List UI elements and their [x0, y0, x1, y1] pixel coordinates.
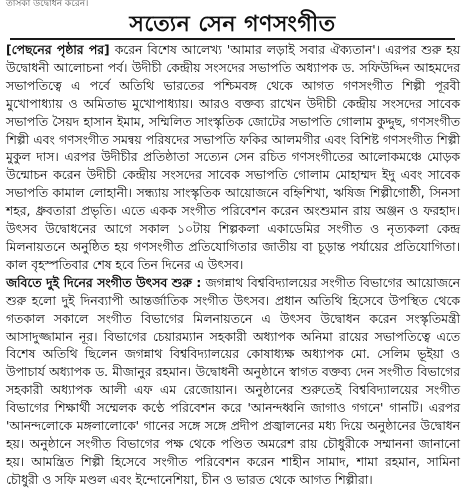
paragraph-2-text: জগন্নাথ বিশ্ববিদ্যালয়ের সংগীত বিভাগের আয়োজনে শুরু হলো দুই দিনব্যাপী আন্তর্জাতিক সংগীত উৎসব। প্রধান অতিথি হিসেবে উপস্থিত থেকে গতকাল সকালে সংগীত বিভাগের মিলনায়তনে এ উৎসব উদ্বোধন করেন সংস্কৃতিমন্ত্রী আসাদুজ্জামান নূর। বিভাগের চেয়ারম্যান সহকারী অধ্যাপক অনিমা রায়ের সভাপতিত্বে এতে বিশেষ অতিথি ছিলেন জগন্নাথ বিশ্ববিদ্যালয়ের কোষাধ্যক্ষ অধ্যাপক মো. সেলিম ভূইয়া ও উপাচার্য অধ্যাপক ড. মীজানুর রহমান। উদ্বোধনী অনুষ্ঠানে স্বাগত বক্তব্য দেন সংগীত বিভাগের সহকারী অধ্যাপক আলী এফ এম রেজোয়ান। অনুষ্ঠানের শুরুতেই বিশ্ববিদ্যালয়ের সংগীত বিভাগের শিক্ষার্থী সম্মেলক কণ্ঠে পরিবেশন করে 'আনন্দধ্বনি জাগাও গগনে' গানটি। এরপর 'আনন্দলোকে মঙ্গলালোকে' গানের সঙ্গে সঙ্গে প্রদীপ প্রজ্বালনের মধ্য দিয়ে অনুষ্ঠানের উদ্বোধন হয়। অনুষ্ঠানে সংগীত বিভাগের পক্ষ থেকে পণ্ডিত অমরেশ রায় চৌধুরীকে সম্মাননা জানানো হয়। আমন্ত্রিত শিল্পী হিসেবে সংগীত পরিবেশন করেন শাহীন সামাদ, শামা রহমান, সামিনা চৌধুরী ও সফি মণ্ডল এবং ইন্দোনেশিয়া, চীন ও ভারত থেকে আগত শিল্পীরা। — [6, 275, 461, 487]
cropped-previous-line: তাসকা উদ্বোধন করেন। — [6, 0, 89, 9]
headline-container — [10, 10, 455, 40]
subheading: জবিতে দুই দিনের সংগীত উৎসব শুরু : — [6, 275, 202, 290]
paragraph-1-text: করেন বিশেষ আলেখ্য 'আমার লড়াই সবার ঐক্যতান'। এরপর শুরু হয় উদ্বোধনী আলোচনা পর্ব। উদীচী কেন্দ্রীয় সংসদের সভাপতি অধ্যাপক ড. সফিউদ্দিন আহমদের সভাপতিত্বে এ পর্বে অতিথি ভারতের পশ্চিমবঙ্গ থেকে আগত গণসংগীত শিল্পী পূরবী মুখোপাধ্যায় ও অমিতাভ মুখোপাধ্যায়। আরও বক্তব্য রাখেন উদীচী কেন্দ্রীয় সংসদের সাবেক সভাপতি সৈয়দ হাসান ইমাম, সম্মিলিত সাংস্কৃতিক জোটের সভাপতি গোলাম কুদ্দুছ, গণসংগীত শিল্পী এবং গণসংগীত সমন্বয় পরিষদের সভাপতি ফকির আলমগীর এবং বিশিষ্ট গণসংগীত শিল্পী মুকুল দাস। এরপর উদীচীর প্রতিষ্ঠাতা সত্যেন সেন রচিত গণসংগীতের আলোকমঞ্চে মোড়ক উন্মোচন করেন উদীচী কেন্দ্রীয় সংসদের সাবেক সভাপতি গোলাম মোহাম্মদ ইদু এবং সাবেক সভাপতি কামাল লোহানী। সন্ধ্যায় সাংস্কৃতিক আয়োজনে বহ্নিশিখা, ঋষিজ শিল্পীগোষ্ঠী, সিনসা শহর, ধ্রুবতারা প্রভৃতি। এতে একক সংগীত পরিবেশন করেন অংশুমান রায় অঞ্জন ও ফরহাদ। উৎসব উদ্বোধনের আগে সকাল ১০টায় শিল্পকলা একাডেমির সংগীত ও নৃত্যকলা কেন্দ্র মিলনায়তনে অনুষ্ঠিত হয় গণসংগীত প্রতিযোগিতার জাতীয় বা চূড়ান্ত পর্যায়ের প্রতিযোগিতা। কাল বৃহস্পতিবার শেষ হবে তিন দিনের এ উৎসব। — [6, 43, 461, 272]
continuation-kicker: [পেছনের পৃষ্ঠার পর] — [6, 43, 110, 57]
paragraph-1 — [6, 42, 460, 275]
paragraph-2 — [6, 275, 460, 490]
headline: সত্যেন সেন গণসংগীত — [129, 11, 336, 37]
article-body — [6, 42, 461, 487]
